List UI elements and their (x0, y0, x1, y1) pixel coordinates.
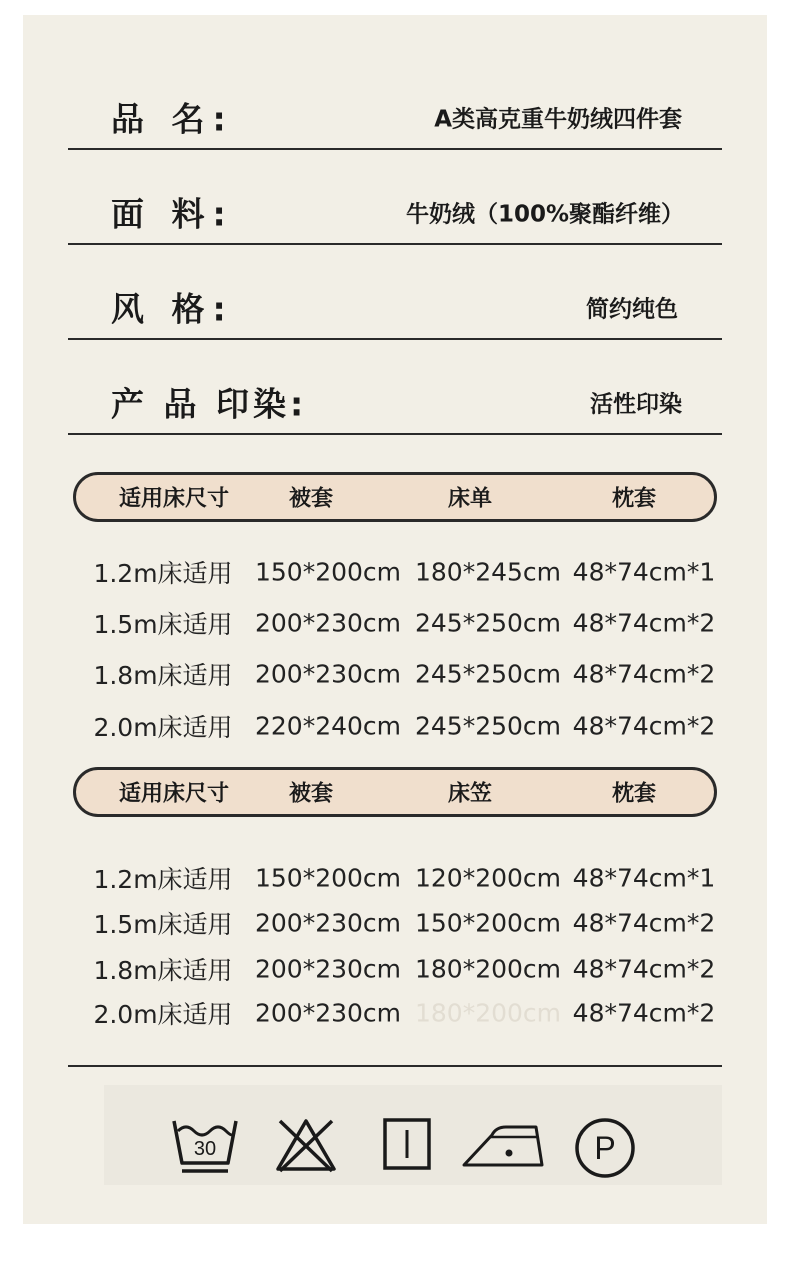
cell-pillowcase: 48*74cm*2 (572, 908, 716, 938)
header-bed-size: 适用床尺寸 (118, 781, 230, 807)
info-value-printing: 活性印染 (590, 391, 682, 418)
divider (68, 1065, 722, 1067)
table-row (23, 903, 767, 943)
iron-low-icon (462, 1117, 546, 1169)
info-label-printing: 产 品 印染: (111, 384, 308, 424)
cell-duvet: 200*230cm (254, 908, 402, 938)
header-pillowcase: 枕套 (611, 781, 657, 807)
table-row (23, 949, 767, 989)
cell-fitted-sheet: 180*200cm (414, 998, 562, 1028)
cell-sheet: 245*250cm (414, 711, 562, 741)
size-table-header-2 (73, 767, 717, 817)
table-row (23, 654, 767, 694)
table-row (23, 603, 767, 643)
cell-pillowcase: 48*74cm*2 (572, 608, 716, 638)
cell-duvet: 150*200cm (254, 863, 402, 893)
wash-temp-label: 30 (193, 1138, 217, 1160)
info-row-name (68, 55, 722, 150)
info-row-printing (68, 340, 722, 435)
header-duvet: 被套 (288, 781, 334, 807)
cell-duvet: 200*230cm (254, 954, 402, 984)
cell-bed-size: 1.8m床适用 (93, 661, 233, 690)
dry-clean-p-icon (574, 1117, 636, 1179)
cell-bed-size: 2.0m床适用 (93, 713, 233, 742)
info-value-fabric: 牛奶绒（100%聚酯纤维） (405, 201, 684, 228)
table-row (23, 706, 767, 746)
cell-pillowcase: 48*74cm*2 (572, 711, 716, 741)
cell-bed-size: 1.5m床适用 (93, 610, 233, 639)
header-pillowcase: 枕套 (611, 486, 657, 512)
cell-bed-size: 2.0m床适用 (93, 1000, 233, 1029)
header-bed-size: 适用床尺寸 (118, 486, 230, 512)
info-label-fabric: 面 料: (111, 194, 234, 234)
size-table-header-1 (73, 472, 717, 522)
cell-fitted-sheet: 180*200cm (414, 954, 562, 984)
header-fitted-sheet: 床笠 (447, 781, 493, 807)
info-value-style: 简约纯色 (586, 296, 678, 323)
cell-bed-size: 1.2m床适用 (93, 559, 233, 588)
table-row (23, 993, 767, 1033)
table-row (23, 858, 767, 898)
info-label-style: 风 格: (111, 289, 234, 329)
line-dry-icon (382, 1117, 432, 1171)
cell-fitted-sheet: 150*200cm (414, 908, 562, 938)
header-duvet: 被套 (288, 486, 334, 512)
info-row-style (68, 245, 722, 340)
dry-clean-label: P (594, 1130, 616, 1166)
info-value-name: A类高克重牛奶绒四件套 (434, 106, 682, 133)
cell-sheet: 245*250cm (414, 659, 562, 689)
cell-bed-size: 1.5m床适用 (93, 910, 233, 939)
cell-pillowcase: 48*74cm*1 (572, 557, 716, 587)
cell-duvet: 220*240cm (254, 711, 402, 741)
cell-duvet: 150*200cm (254, 557, 402, 587)
cell-duvet: 200*230cm (254, 608, 402, 638)
table-row (23, 552, 767, 592)
cell-bed-size: 1.8m床适用 (93, 956, 233, 985)
info-label-name: 品 名: (111, 99, 234, 139)
cell-pillowcase: 48*74cm*2 (572, 659, 716, 689)
info-row-fabric (68, 150, 722, 245)
cell-duvet: 200*230cm (254, 659, 402, 689)
cell-bed-size: 1.2m床适用 (93, 865, 233, 894)
cell-pillowcase: 48*74cm*1 (572, 863, 716, 893)
cell-pillowcase: 48*74cm*2 (572, 998, 716, 1028)
header-sheet: 床单 (447, 486, 493, 512)
cell-fitted-sheet: 120*200cm (414, 863, 562, 893)
cell-pillowcase: 48*74cm*2 (572, 954, 716, 984)
product-info-card (23, 15, 767, 1224)
cell-duvet: 200*230cm (254, 998, 402, 1028)
cell-sheet: 180*245cm (414, 557, 562, 587)
cell-sheet: 245*250cm (414, 608, 562, 638)
care-instructions (104, 1085, 722, 1185)
no-bleach-icon (274, 1117, 338, 1173)
wash-30-icon (172, 1117, 238, 1175)
